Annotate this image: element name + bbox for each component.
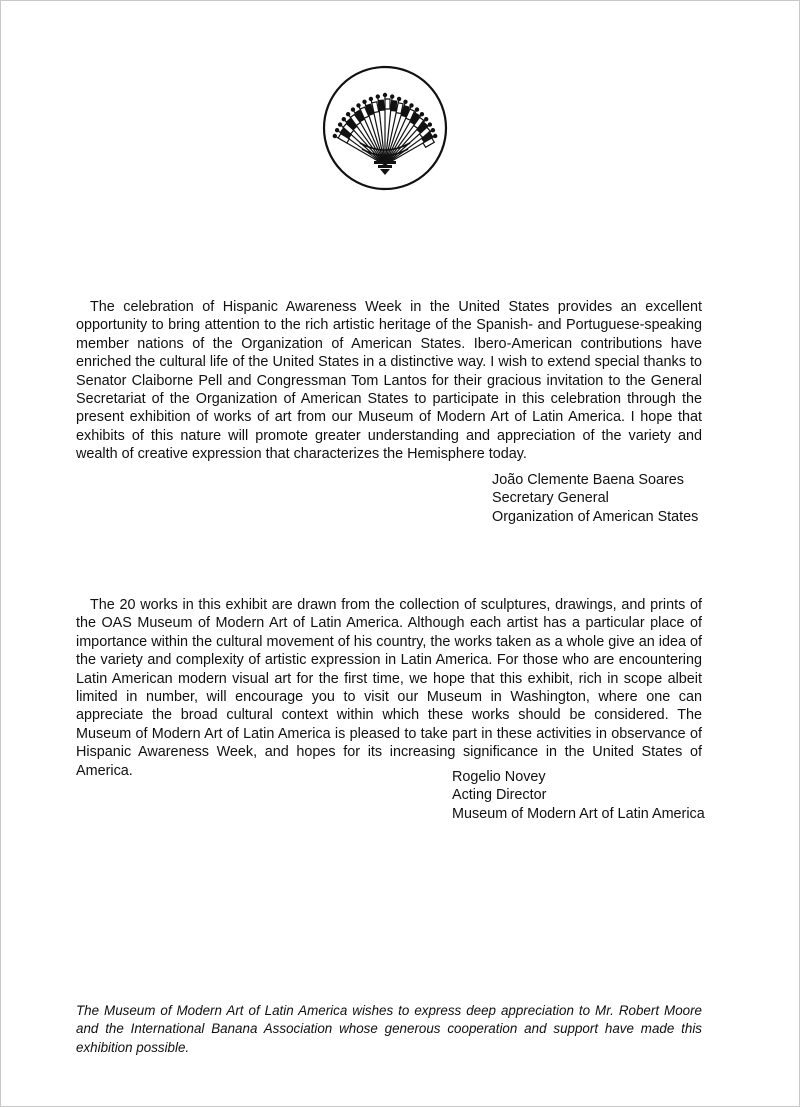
letter-body-secretary-general: The celebration of Hispanic Awareness Week in the United States provides an excellent opportunity to bring attention to the rich artistic heritage of the Spanish- and Portuguese-speaking member nations of the Organization of American States. Ibero-American contributions have enriched the cultural life of the United States in a distinctive way. I wish to extend special thanks to Senator Claiborne Pell and Congressman Tom Lantos for their gracious invitation to the General Secretariat of the Organization of American States to participate in this celebration through the present exhibition of works of art from our Museum of Modern Art of Latin America. I hope that exhibits of this nature will promote greater understanding and appreciation of the variety and wealth of creative expression that characterizes the Hemisphere today.: [76, 299, 702, 463]
signer-title: Acting Director: [452, 787, 547, 804]
oas-seal-icon: [322, 65, 448, 191]
signer-organization: Organization of American States: [492, 508, 699, 525]
signature-block-museum-director: [452, 768, 705, 823]
signer-name: João Clemente Baena Soares: [492, 472, 684, 488]
signer-name: Rogelio Novey: [452, 769, 546, 785]
letter-body-museum-director: The 20 works in this exhibit are drawn from the collection of sculptures, drawings, and prints of the OAS Museum of Modern Art of Latin America. Although each artist has a particular place of importance within the cultural movement of his country, the works taken as a whole give an idea of the variety and complexity of artistic expression in Latin America. For those who are encountering Latin American modern visual art for the first time, we hope that this exhibit, rich in scope albeit limited in number, will encourage you to visit our Museum in Washington, where one can appreciate the broad cultural context within which these works should be considered. The Museum of Modern Art of Latin America is pleased to take part in these activities in observance of Hispanic Awareness Week, and hopes for its increasing significance in the United States of America.: [76, 597, 702, 779]
signer-title: Secretary General: [492, 490, 609, 507]
signer-organization: Museum of Modern Art of Latin America: [452, 805, 705, 822]
signature-block-secretary-general: [492, 471, 698, 526]
acknowledgement-footer: The Museum of Modern Art of Latin America wishes to express deep appreciation to Mr. Robert Moore and the International Banana Association whose generous cooperation and support have made this exhibition possible.: [76, 1003, 702, 1055]
